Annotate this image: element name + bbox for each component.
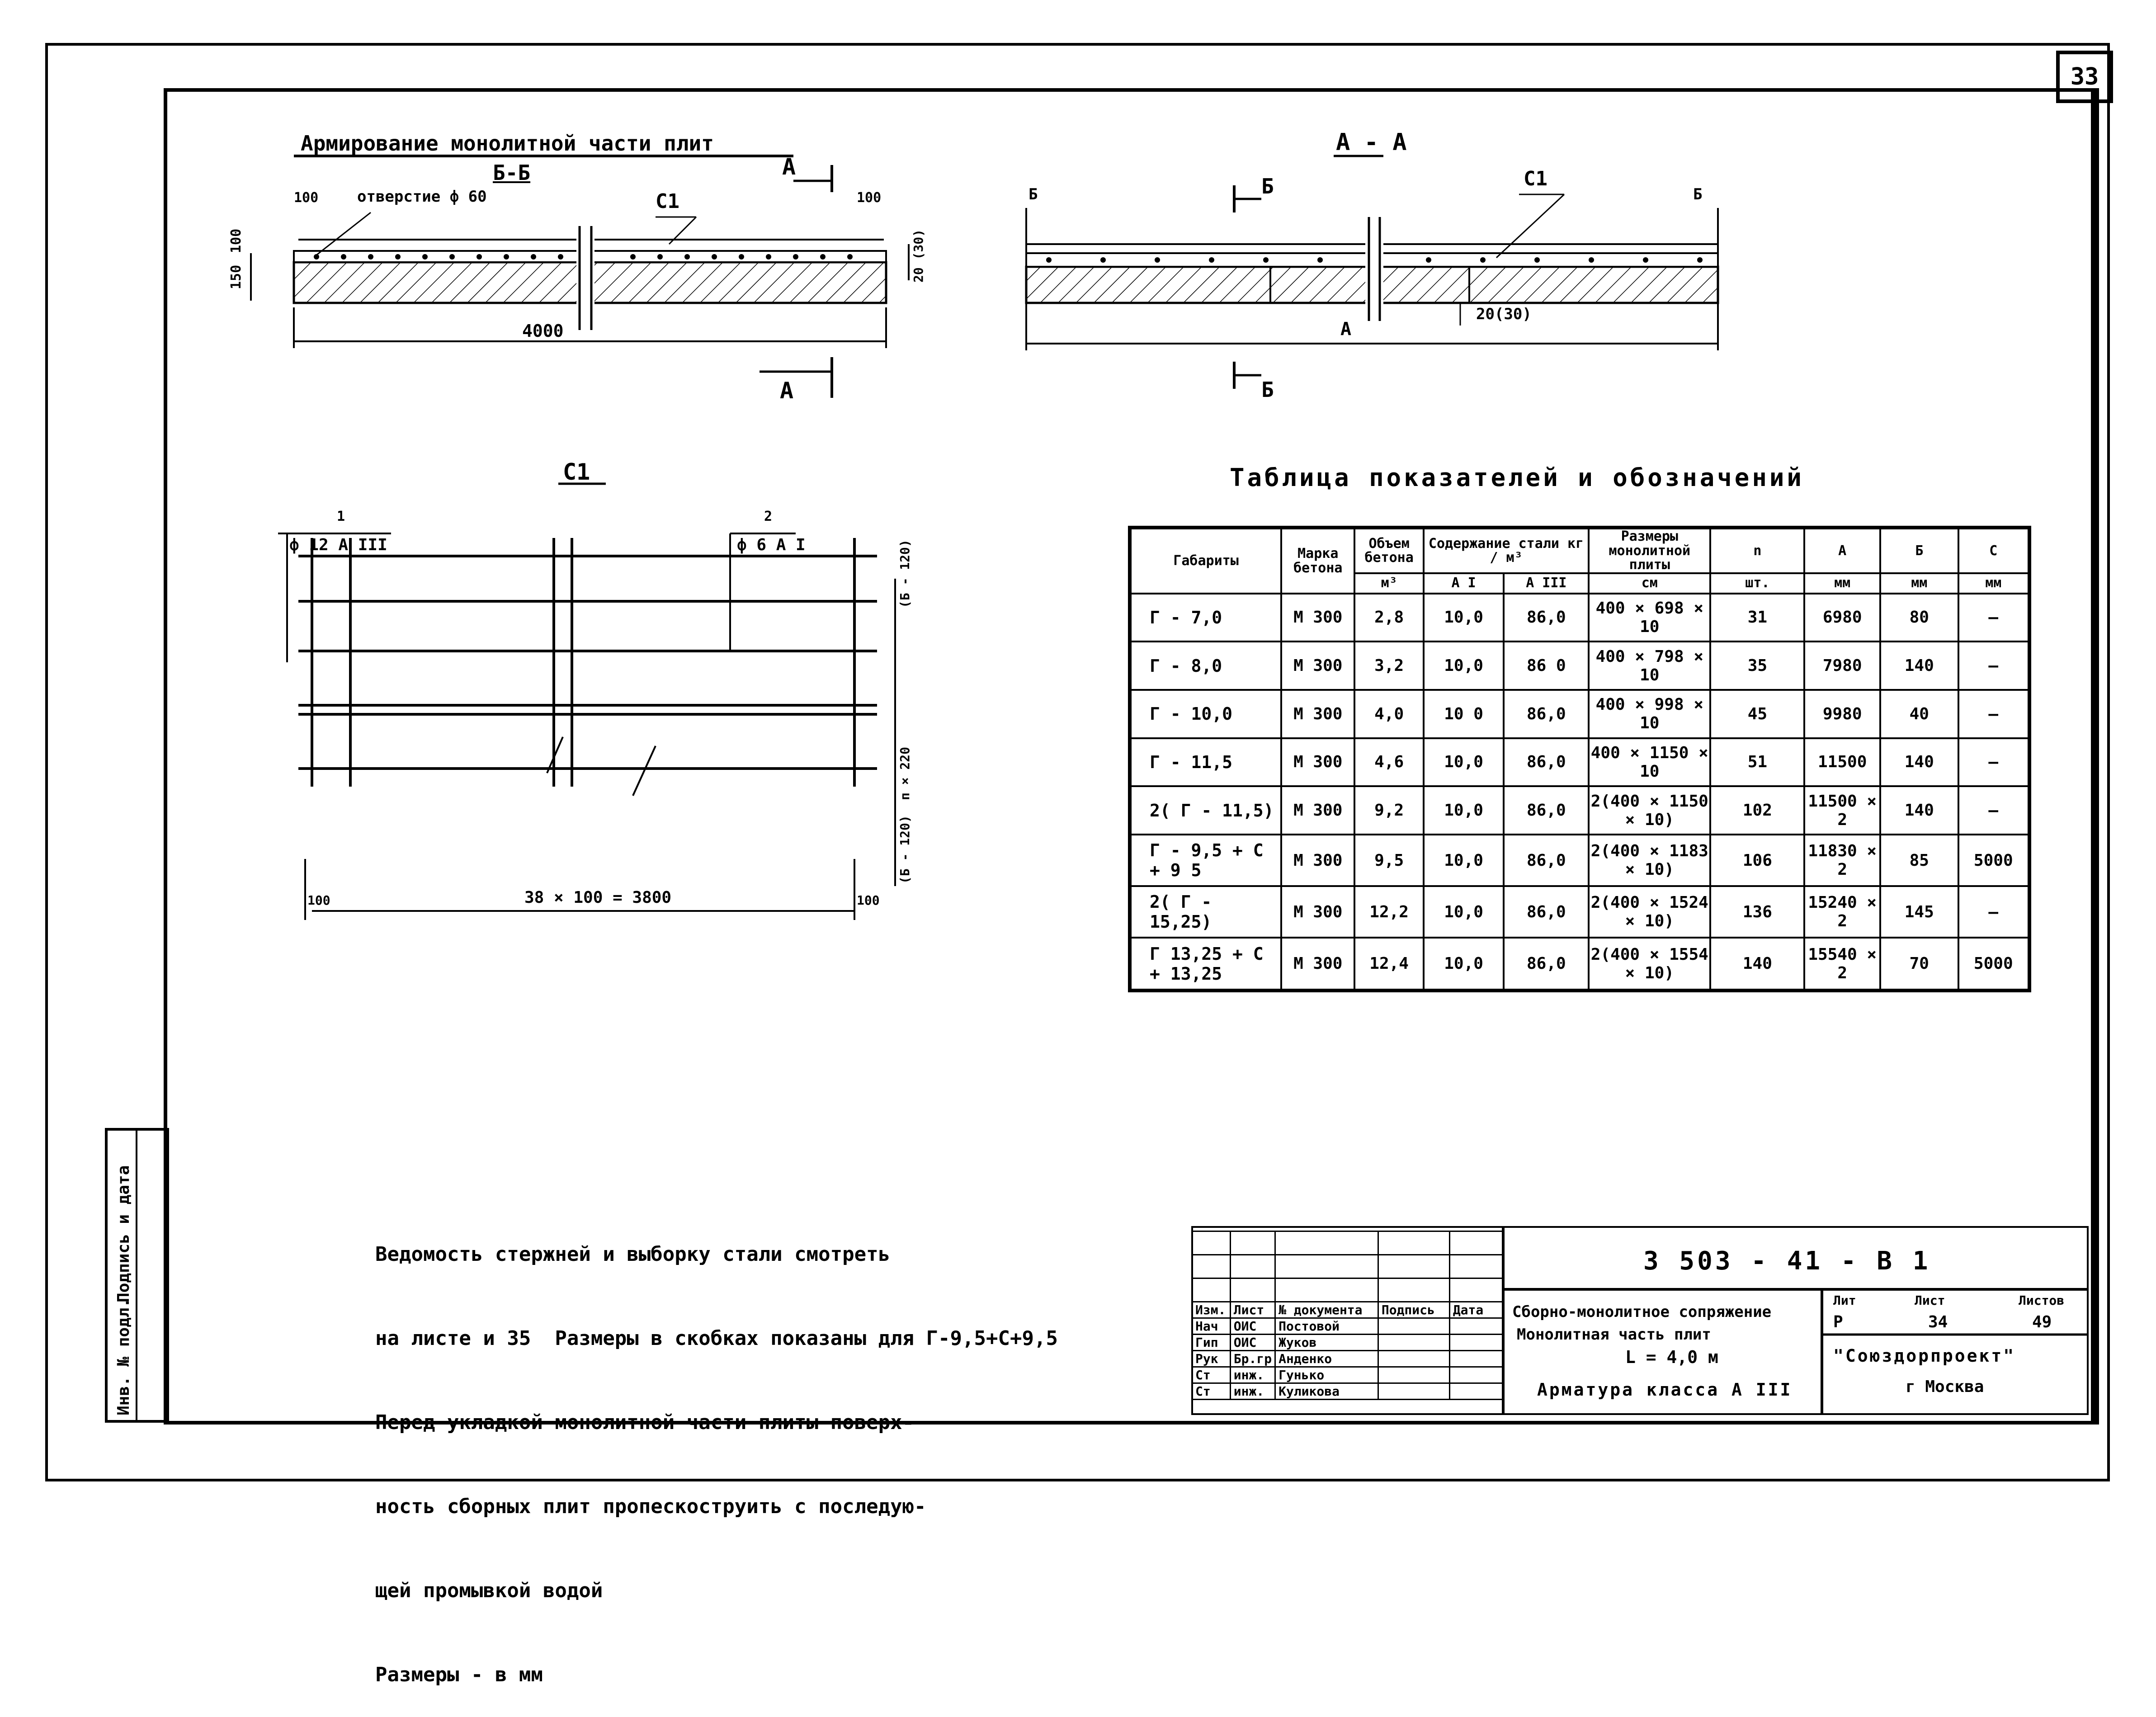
cell-a: 7980 xyxy=(1804,642,1880,690)
note-line: Перед укладкой монолитной части плиты поверх- xyxy=(375,1411,915,1434)
section-bb-label: Б-Б xyxy=(493,160,531,185)
detail-c1-dim-spacing: 38 × 100 = 3800 xyxy=(524,888,672,907)
cell-volume: 3,2 xyxy=(1354,642,1423,690)
staff-name: Постовой xyxy=(1275,1318,1378,1335)
cell-n: 35 xyxy=(1710,642,1804,690)
staff-signature xyxy=(1378,1367,1449,1383)
cell-a1: 10,0 xyxy=(1424,594,1504,642)
cell-volume: 4,6 xyxy=(1354,738,1423,787)
header-n: n xyxy=(1710,528,1804,573)
staff-name: Гунько xyxy=(1275,1367,1378,1383)
tb-header-izm: Изм. xyxy=(1192,1302,1231,1318)
cell-b: 145 xyxy=(1880,886,1958,938)
bar1-spec: ф 12 А III xyxy=(289,536,387,554)
section-bb-dim-height-left2: 100 xyxy=(228,228,244,253)
cell-n: 140 xyxy=(1710,938,1804,991)
title-block-staff-table xyxy=(1191,1231,1503,1400)
staff-role: Нач xyxy=(1192,1318,1231,1335)
cell-c: 5000 xyxy=(1958,938,2029,991)
staff-signature xyxy=(1378,1318,1449,1335)
cell-a1: 10,0 xyxy=(1424,835,1504,886)
cell-volume: 9,2 xyxy=(1354,786,1423,835)
header-b: Б xyxy=(1880,528,1958,573)
table-row xyxy=(1130,835,2029,886)
cell-a3: 86,0 xyxy=(1504,835,1589,886)
section-bb-dim-length: 4000 xyxy=(522,321,564,341)
staff-name: Куликова xyxy=(1275,1383,1378,1400)
cell-b: 70 xyxy=(1880,938,1958,991)
cell-gabarit: Г 13,25 + С + 13,25 xyxy=(1130,938,1281,991)
section-bb-cut-bottom: А xyxy=(780,377,794,404)
cell-n: 102 xyxy=(1710,786,1804,835)
cell-marka: М 300 xyxy=(1281,690,1354,738)
section-aa-graphic xyxy=(1026,156,1718,389)
tb-header-list: Лист xyxy=(1230,1302,1275,1318)
cell-a3: 86,0 xyxy=(1504,690,1589,738)
table-header-row xyxy=(1130,528,2029,573)
doc-name-line3: L = 4,0 м xyxy=(1625,1347,1718,1367)
header-c: С xyxy=(1958,528,2029,573)
staff-role: Ст xyxy=(1192,1383,1231,1400)
doc-name-line2: Монолитная часть плит xyxy=(1517,1325,1711,1344)
section-bb-heading: Армирование монолитной части плит xyxy=(301,131,714,156)
title-block-header-row xyxy=(1192,1302,1503,1318)
staff-dept: инж. xyxy=(1230,1383,1275,1400)
section-aa-title: А - А xyxy=(1336,129,1407,156)
organization-name: "Союздорпроект" xyxy=(1833,1346,2016,1366)
side-stamp-label-inv: Инв. № подл. xyxy=(114,1297,133,1415)
staff-signature xyxy=(1378,1383,1449,1400)
cell-a1: 10,0 xyxy=(1424,738,1504,787)
header-sizes-unit: см xyxy=(1589,573,1710,594)
staff-signature xyxy=(1378,1351,1449,1367)
cell-a1: 10,0 xyxy=(1424,786,1504,835)
section-bb-rebar-mark: С1 xyxy=(656,190,679,213)
cell-gabarit: Г - 8,0 xyxy=(1130,642,1281,690)
cell-volume: 12,4 xyxy=(1354,938,1423,991)
cell-b: 80 xyxy=(1880,594,1958,642)
parameters-table xyxy=(1128,526,2031,992)
staff-role: Рук xyxy=(1192,1351,1231,1367)
cell-c: — xyxy=(1958,642,2029,690)
detail-c1-dim-left: 100 xyxy=(307,893,330,908)
tb-header-date: Дата xyxy=(1449,1302,1502,1318)
tb-header-doc: № документа xyxy=(1275,1302,1378,1318)
side-stamp xyxy=(105,1128,169,1423)
cell-a: 9980 xyxy=(1804,690,1880,738)
cell-sizes: 2(400 × 1554 × 10) xyxy=(1589,938,1710,991)
bar2-spec: ф 6 А I xyxy=(737,536,806,554)
cell-b: 85 xyxy=(1880,835,1958,886)
staff-dept: Бр.гр xyxy=(1230,1351,1275,1367)
cell-b: 40 xyxy=(1880,690,1958,738)
cell-a3: 86 0 xyxy=(1504,642,1589,690)
staff-signature xyxy=(1378,1335,1449,1351)
cell-marka: М 300 xyxy=(1281,886,1354,938)
cell-n: 51 xyxy=(1710,738,1804,787)
cell-a1: 10 0 xyxy=(1424,690,1504,738)
section-bb-dim-left: 100 xyxy=(294,190,319,206)
stage-value: Р xyxy=(1833,1313,1843,1331)
cell-a3: 86,0 xyxy=(1504,786,1589,835)
cell-a3: 86,0 xyxy=(1504,886,1589,938)
cell-b: 140 xyxy=(1880,642,1958,690)
cell-a1: 10,0 xyxy=(1424,886,1504,938)
staff-row xyxy=(1192,1351,1503,1367)
cell-gabarit: Г - 10,0 xyxy=(1130,690,1281,738)
cell-marka: М 300 xyxy=(1281,738,1354,787)
section-aa-cut-top: Б xyxy=(1261,174,1274,198)
side-stamp-label-sign: Подпись и дата xyxy=(114,1165,133,1302)
cell-a1: 10,0 xyxy=(1424,642,1504,690)
cell-gabarit: Г - 9,5 + С + 9 5 xyxy=(1130,835,1281,886)
cell-c: — xyxy=(1958,690,2029,738)
cell-marka: М 300 xyxy=(1281,786,1354,835)
cell-a: 6980 xyxy=(1804,594,1880,642)
cell-c: 5000 xyxy=(1958,835,2029,886)
bar1-index: 1 xyxy=(337,509,345,524)
cell-volume: 4,0 xyxy=(1354,690,1423,738)
header-gabarity: Габариты xyxy=(1130,528,1281,594)
cell-a3: 86,0 xyxy=(1504,738,1589,787)
tb-header-sign: Подпись xyxy=(1378,1302,1449,1318)
header-volume-unit: м³ xyxy=(1354,573,1423,594)
cell-volume: 12,2 xyxy=(1354,886,1423,938)
sheet-value: 34 xyxy=(1928,1313,1948,1331)
stage-label: Лит xyxy=(1833,1293,1856,1308)
cell-a3: 86,0 xyxy=(1504,594,1589,642)
hole-note: отверстие ф 60 xyxy=(357,188,487,206)
title-block xyxy=(1191,1226,2089,1415)
doc-name-line4: Арматура класса А III xyxy=(1537,1380,1793,1400)
bar2-index: 2 xyxy=(764,509,773,524)
cell-c: — xyxy=(1958,786,2029,835)
doc-name-line1: Сборно-монолитное сопряжение xyxy=(1512,1303,1772,1321)
cell-b: 140 xyxy=(1880,786,1958,835)
header-c-unit: мм xyxy=(1958,573,2029,594)
section-bb-dim-height-left: 150 xyxy=(228,264,244,289)
cell-a: 15240 × 2 xyxy=(1804,886,1880,938)
cell-c: — xyxy=(1958,594,2029,642)
cell-n: 136 xyxy=(1710,886,1804,938)
city-name: г Москва xyxy=(1906,1377,1984,1396)
cell-a: 11500 × 2 xyxy=(1804,786,1880,835)
cell-n: 45 xyxy=(1710,690,1804,738)
cell-marka: М 300 xyxy=(1281,835,1354,886)
staff-row xyxy=(1192,1367,1503,1383)
staff-role: Ст xyxy=(1192,1367,1231,1383)
sheets-value: 49 xyxy=(2032,1313,2052,1331)
cell-a3: 86,0 xyxy=(1504,938,1589,991)
cell-gabarit: 2( Г - 11,5) xyxy=(1130,786,1281,835)
header-a: А xyxy=(1804,528,1880,573)
cell-n: 31 xyxy=(1710,594,1804,642)
section-aa-dim-length: А xyxy=(1340,319,1352,340)
note-line: щей промывкой водой xyxy=(375,1579,603,1602)
table-row xyxy=(1130,886,2029,938)
section-aa-mark-right: Б xyxy=(1693,185,1703,203)
staff-dept: инж. xyxy=(1230,1367,1275,1383)
cell-gabarit: 2( Г - 15,25) xyxy=(1130,886,1281,938)
cell-sizes: 2(400 × 1183 × 10) xyxy=(1589,835,1710,886)
cell-b: 140 xyxy=(1880,738,1958,787)
detail-c1-dim-v-top: (Б - 120) xyxy=(897,539,912,608)
detail-c1-dim-v-mid: п × 220 xyxy=(897,746,912,800)
cell-marka: М 300 xyxy=(1281,642,1354,690)
header-volume: Объем бетона xyxy=(1354,528,1423,573)
table-row xyxy=(1130,690,2029,738)
staff-name: Жуков xyxy=(1275,1335,1378,1351)
cell-gabarit: Г - 7,0 xyxy=(1130,594,1281,642)
section-aa-dim-bottom: 20(30) xyxy=(1476,305,1532,323)
cell-gabarit: Г - 11,5 xyxy=(1130,738,1281,787)
cell-a1: 10,0 xyxy=(1424,938,1504,991)
staff-role: Гип xyxy=(1192,1335,1231,1351)
cell-sizes: 400 × 998 × 10 xyxy=(1589,690,1710,738)
cell-marka: М 300 xyxy=(1281,938,1354,991)
cell-a: 11500 xyxy=(1804,738,1880,787)
header-n-unit: шт. xyxy=(1710,573,1804,594)
table-row xyxy=(1130,738,2029,787)
note-line: на листе и 35 Размеры в скобках показаны для Г-9,5+С+9,5 xyxy=(375,1327,1058,1350)
sheet-label: Лист xyxy=(1915,1293,1945,1308)
staff-dept: ОИС xyxy=(1230,1335,1275,1351)
staff-row xyxy=(1192,1383,1503,1400)
cell-sizes: 2(400 × 1150 × 10) xyxy=(1589,786,1710,835)
header-marka: Марка бетона xyxy=(1281,528,1354,594)
section-bb-graphic xyxy=(251,156,909,398)
page-number: 33 xyxy=(2056,51,2113,103)
cell-n: 106 xyxy=(1710,835,1804,886)
detail-c1-title: С1 xyxy=(563,459,590,485)
staff-row xyxy=(1192,1335,1503,1351)
cell-a: 15540 × 2 xyxy=(1804,938,1880,991)
cell-volume: 2,8 xyxy=(1354,594,1423,642)
section-aa-mark-left: Б xyxy=(1028,185,1038,203)
table-row xyxy=(1130,786,2029,835)
note-line: Ведомость стержней и выборку стали смотреть xyxy=(375,1243,891,1266)
cell-sizes: 400 × 698 × 10 xyxy=(1589,594,1710,642)
detail-c1-dim-v-bot: (Б - 120) xyxy=(897,815,912,884)
section-aa-cut-bottom: Б xyxy=(1261,377,1274,402)
table-title: Таблица показателей и обозначений xyxy=(1230,463,1804,492)
staff-row xyxy=(1192,1318,1503,1335)
sheets-label: Листов xyxy=(2019,1293,2065,1308)
cell-marka: М 300 xyxy=(1281,594,1354,642)
section-bb-dim-height-right: 20 (30) xyxy=(911,229,926,283)
staff-dept: ОИС xyxy=(1230,1318,1275,1335)
header-sizes: Размеры монолитной плиты xyxy=(1589,528,1710,573)
header-a-unit: мм xyxy=(1804,573,1880,594)
header-steel-a3: А III xyxy=(1504,573,1589,594)
cell-a: 11830 × 2 xyxy=(1804,835,1880,886)
staff-name: Анденко xyxy=(1275,1351,1378,1367)
cell-sizes: 400 × 798 × 10 xyxy=(1589,642,1710,690)
section-bb-dim-right: 100 xyxy=(857,190,882,206)
table-row xyxy=(1130,594,2029,642)
section-aa-rebar-mark: С1 xyxy=(1524,167,1547,190)
note-line: ность сборных плит пропескоструить с последую- xyxy=(375,1495,926,1518)
section-bb-cut-top: А xyxy=(782,154,796,180)
cell-sizes: 2(400 × 1524 × 10) xyxy=(1589,886,1710,938)
cell-volume: 9,5 xyxy=(1354,835,1423,886)
note-line: Размеры - в мм xyxy=(375,1663,543,1686)
cell-c: — xyxy=(1958,738,2029,787)
header-steel-a1: А I xyxy=(1424,573,1504,594)
cell-sizes: 400 × 1150 × 10 xyxy=(1589,738,1710,787)
notes-block xyxy=(375,1184,1058,1717)
detail-c1-dim-right: 100 xyxy=(857,893,880,908)
header-steel: Содержание стали кг / м³ xyxy=(1424,528,1589,573)
table-row xyxy=(1130,938,2029,991)
header-b-unit: мм xyxy=(1880,573,1958,594)
document-code: 3 503 - 41 - В 1 xyxy=(1643,1246,1931,1276)
cell-c: — xyxy=(1958,886,2029,938)
table-row xyxy=(1130,642,2029,690)
